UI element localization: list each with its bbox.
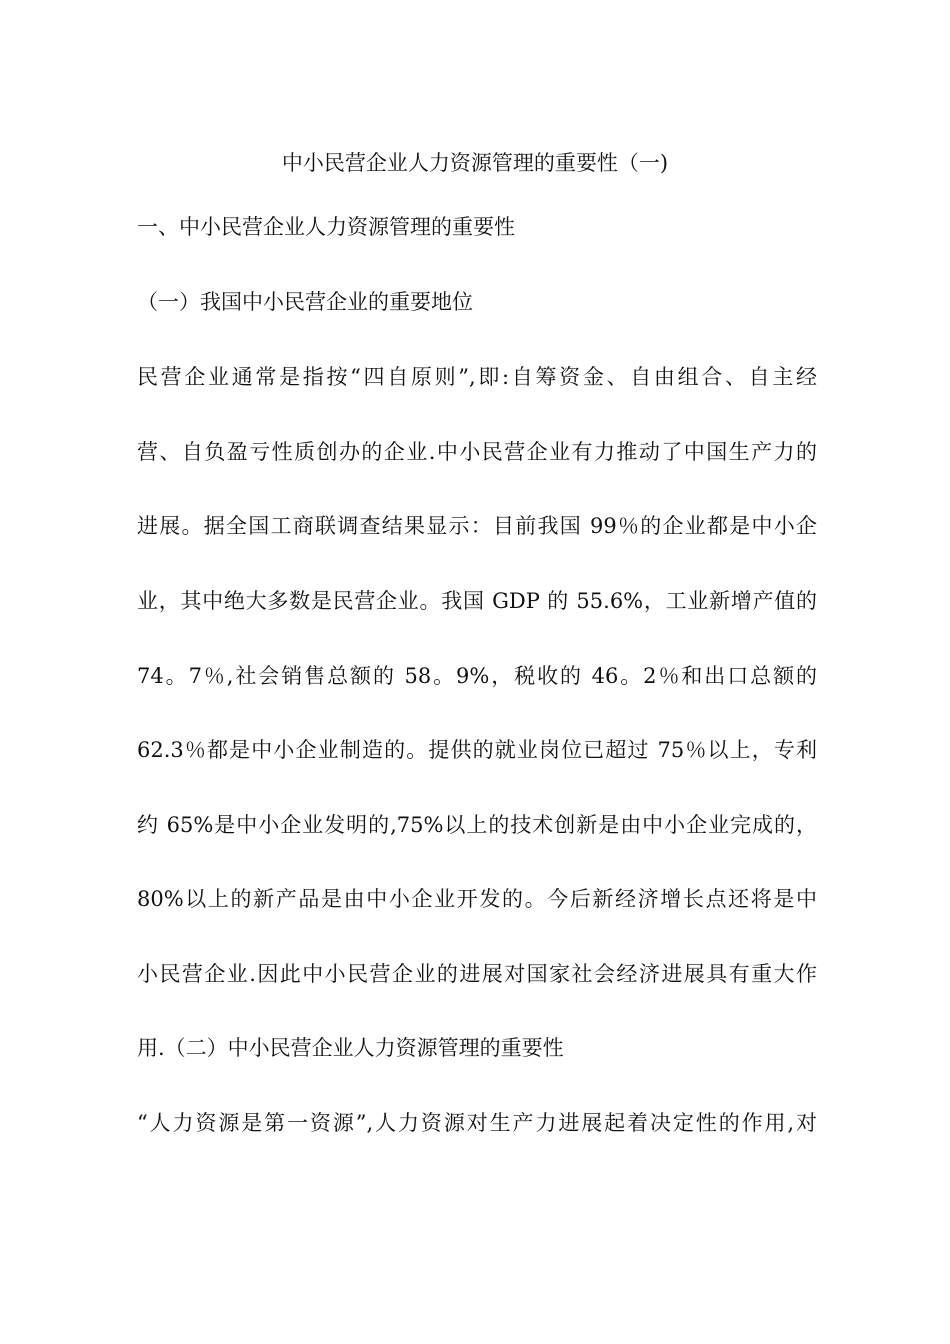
paragraph-line: 小民营企业.因此中小民营企业的进展对国家社会经济进展具有重大作 — [137, 962, 817, 986]
paragraph-line: 业，其中绝大多数是民营企业。我国 GDP 的 55.6%，工业新增产值的 — [137, 589, 817, 613]
paragraph-line: 74。7％,社会销售总额的 58。9%，税收的 46。2％和出口总额的 — [137, 664, 817, 688]
paragraph-line: 80%以上的新产品是由中小企业开发的。今后新经济增长点还将是中 — [137, 887, 817, 911]
paragraph-line: “人力资源是第一资源”,人力资源对生产力进展起着决定性的作用,对 — [137, 1111, 817, 1135]
document-title: 中小民营企业人力资源管理的重要性（一) — [281, 151, 669, 175]
paragraph-line: 约 65%是中小企业发明的,75%以上的技术创新是由中小企业完成的， — [137, 813, 817, 837]
subsection-heading: （一）我国中小民营企业的重要地位 — [137, 290, 473, 314]
section-heading: 一、中小民营企业人力资源管理的重要性 — [137, 215, 515, 239]
paragraph-line: 民营企业通常是指按“四自原则”,即:自筹资金、自由组合、自主经 — [137, 365, 817, 389]
paragraph-line: 进展。据全国工商联调查结果显示：目前我国 99％的企业都是中小企 — [137, 514, 817, 538]
paragraph-line: 62.3％都是中小企业制造的。提供的就业岗位已超过 75％以上，专利 — [137, 738, 817, 762]
paragraph-line-with-subheading: 用.（二）中小民营企业人力资源管理的重要性 — [137, 1036, 564, 1060]
paragraph-line: 营、自负盈亏性质创办的企业.中小民营企业有力推动了中国生产力的 — [137, 440, 817, 464]
